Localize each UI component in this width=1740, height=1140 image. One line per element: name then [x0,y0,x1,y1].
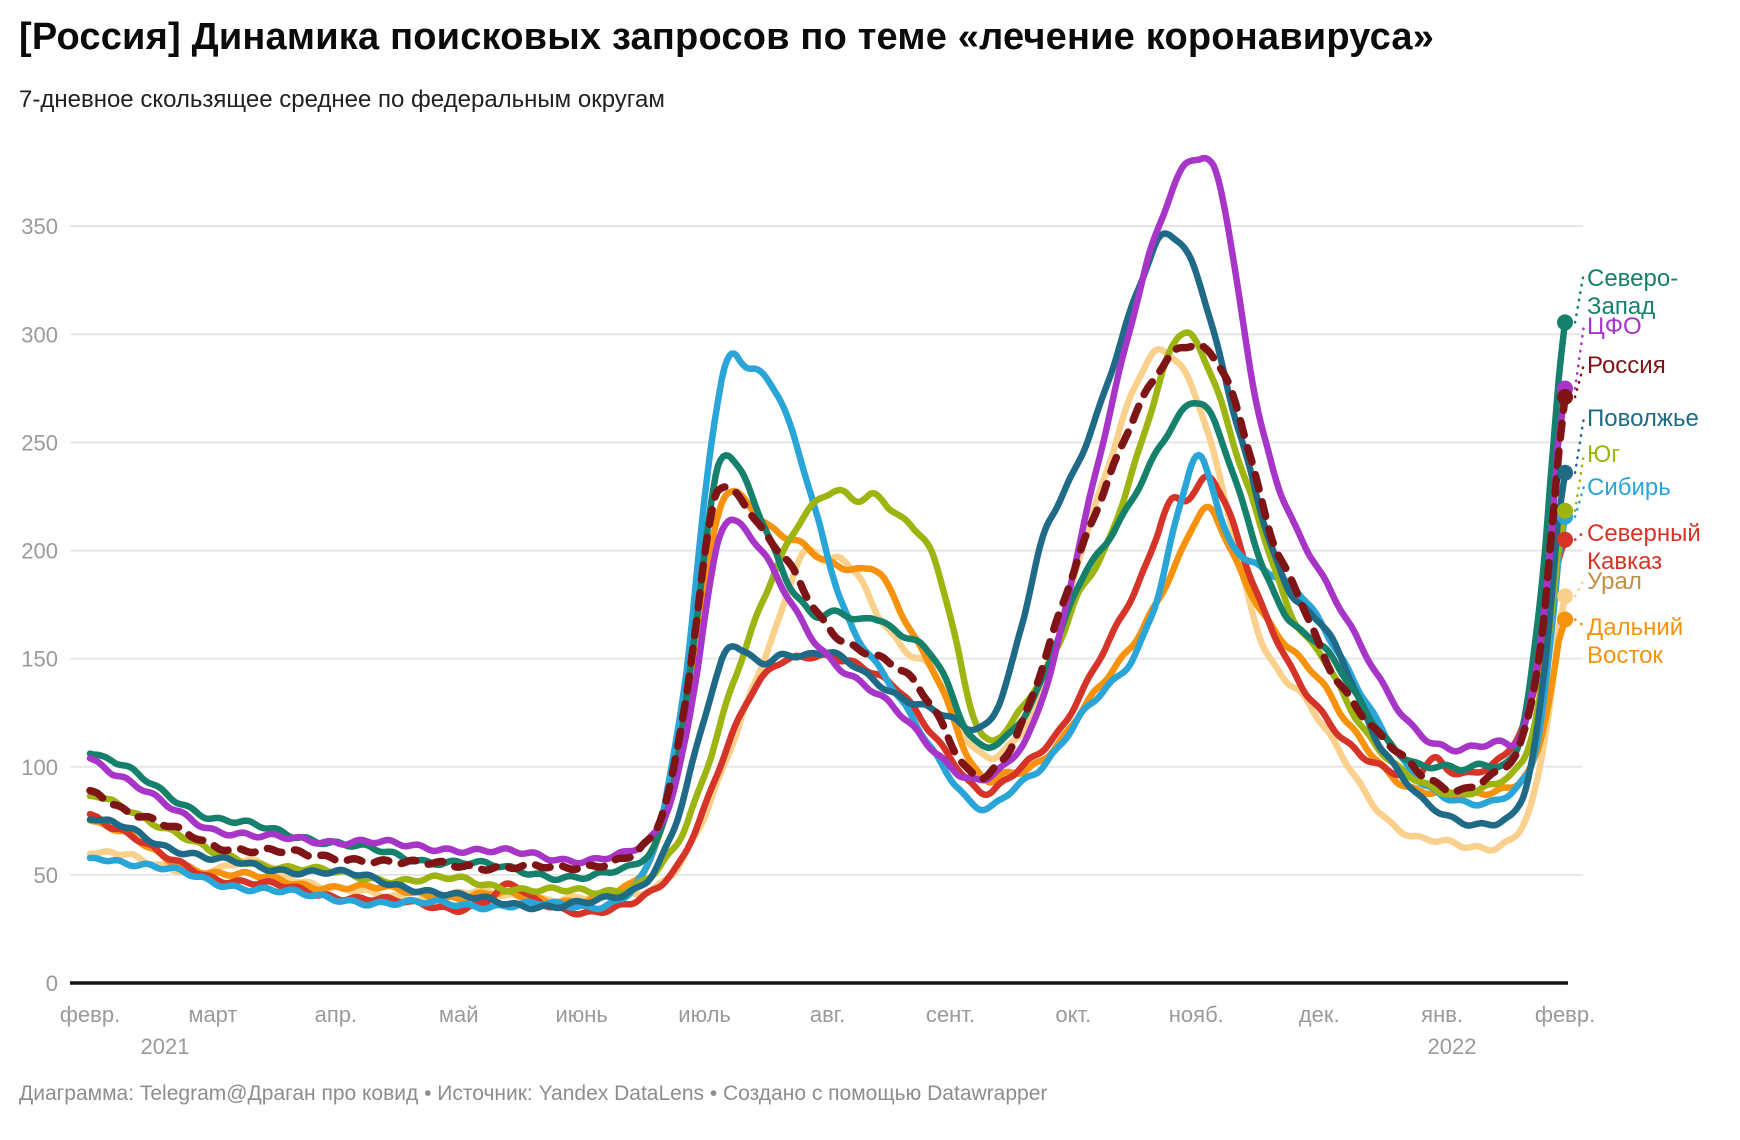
series-line-ru [90,345,1565,870]
legend-item-label: Восток [1587,642,1663,669]
x-tick-label-6: авг. [809,1002,846,1027]
series-line-nw [90,322,1565,880]
legend-item-label: Северо- [1587,265,1679,292]
legend-leader-sib [1575,486,1584,517]
series-end-dot-vo [1557,465,1573,481]
y-tick-label-50: 50 [33,862,58,888]
x-tick-label-7: сент. [925,1002,976,1027]
x-year-label-2021: 2021 [140,1034,190,1059]
legend-leader-ur [1575,580,1584,596]
legend-item-label: ЦФО [1587,313,1642,340]
series-end-dot-sk [1557,532,1573,548]
legend-item-dv [1587,614,1683,670]
legend-item-label: Северный [1587,520,1701,547]
x-tick-label-9: нояб. [1168,1002,1224,1027]
legend-item-ug [1587,441,1620,469]
y-tick-label-350: 350 [21,214,58,240]
x-tick-label-5: июль [678,1002,731,1027]
legend-item-label: Поволжье [1587,405,1699,432]
series-end-dot-ur [1557,588,1573,604]
legend-item-vo [1587,405,1699,433]
y-tick-label-150: 150 [21,646,58,672]
y-tick-label-300: 300 [21,322,58,348]
legend-item-label: Юг [1587,441,1620,468]
chart-subtitle: 7-дневное скользящее среднее по федеральным округам [19,86,665,113]
legend-item-label: Дальний [1587,614,1684,641]
x-tick-label-8: окт. [1055,1002,1092,1027]
legend-item-label: Кавказ [1587,548,1663,575]
series-end-dot-ru [1557,389,1573,405]
legend-leader-vo [1575,417,1584,473]
y-tick-label-0: 0 [45,971,58,996]
legend-leader-sk [1575,532,1584,540]
legend-item-ru [1587,352,1666,380]
legend-item-sib [1587,474,1671,502]
series-line-ur [90,349,1565,901]
legend-item-cfo [1587,313,1642,341]
x-tick-label-12: февр. [1534,1002,1596,1027]
page-title: [Россия] Динамика поисковых запросов по теме «лечение коронавируса» [19,16,1435,58]
y-tick-label-200: 200 [21,538,58,564]
footer-credits: Диаграмма: Telegram@Драган про ковид • Источник: Yandex DataLens • Создано с помощью Datawrapper [19,1082,1048,1105]
x-tick-label-4: июнь [555,1002,608,1027]
x-year-label-2022: 2022 [1427,1034,1477,1059]
x-tick-label-2: апр. [314,1002,358,1027]
legend-item-label: Запад [1587,293,1656,320]
legend-leader-nw [1575,272,1584,322]
series-end-dot-nw [1557,314,1573,330]
legend-item-label: Россия [1587,352,1666,379]
x-tick-label-11: янв. [1421,1002,1464,1027]
y-tick-label-250: 250 [21,430,58,456]
series-end-dot-dv [1557,611,1573,627]
y-tick-label-100: 100 [21,754,58,780]
x-tick-label-3: май [438,1002,479,1027]
legend-item-label: Урал [1587,568,1642,595]
x-tick-label-0: февр. [59,1002,121,1027]
legend-leader-dv [1575,619,1584,626]
legend-item-label: Сибирь [1587,474,1671,501]
x-tick-label-10: дек. [1298,1002,1340,1027]
x-tick-label-1: март [188,1002,238,1027]
legend-item-ur [1587,568,1642,596]
series-end-dot-ug [1557,503,1573,519]
